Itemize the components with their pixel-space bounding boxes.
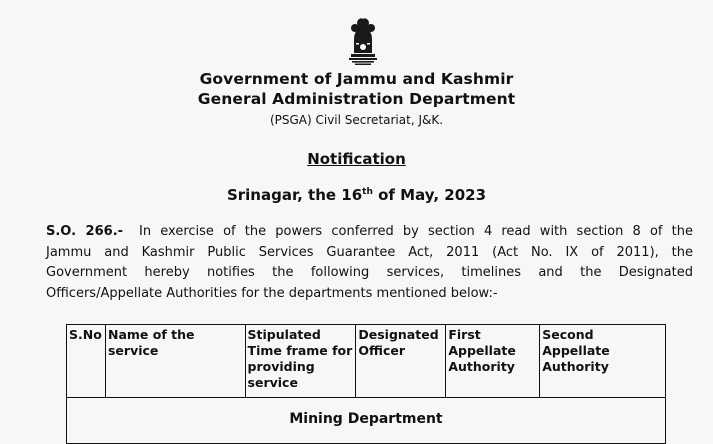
col-header-service: Name of the service <box>105 325 245 398</box>
government-title: Government of Jammu and Kashmir <box>199 70 514 88</box>
department-section-title: Mining Department <box>67 398 666 444</box>
body-line-1-text: In exercise of the powers conferred by section 4 read with section 8 of the <box>139 224 693 239</box>
body-line-4: Officers/Appellate Authorities for the departments mentioned below:- <box>46 285 498 301</box>
col-header-second-appellate: Second Appellate Authority <box>540 325 666 398</box>
office-subtitle: (PSGA) Civil Secretariat, J&K. <box>269 113 444 127</box>
notification-body <box>46 222 693 304</box>
place-date <box>0 186 713 204</box>
place-date-rest: of May, 2023 <box>372 186 487 204</box>
so-number: S.O. 266.- <box>46 224 124 239</box>
body-line-1 <box>46 222 693 243</box>
body-line-2: Jammu and Kashmir Public Services Guarantee Act, 2011 (Act No. IX of 2011), the <box>46 244 693 260</box>
place-date-prefix: Srinagar, the 16 <box>226 186 363 204</box>
body-line-3: Government hereby notifies the following services, timelines and the Designated <box>46 265 693 280</box>
date-ordinal: th <box>362 187 373 197</box>
col-header-sno: S.No <box>67 325 106 398</box>
col-header-timeframe: Stipulated Time frame for providing service <box>245 325 356 398</box>
col-header-first-appellate: First Appellate Authority <box>446 325 540 398</box>
col-header-designated-officer: Designated Officer <box>356 325 446 398</box>
services-table <box>66 324 666 444</box>
state-emblem-icon <box>343 14 383 66</box>
notification-heading: Notification <box>307 150 406 168</box>
department-title: General Administration Department <box>197 90 516 108</box>
table-header-row <box>67 325 666 398</box>
